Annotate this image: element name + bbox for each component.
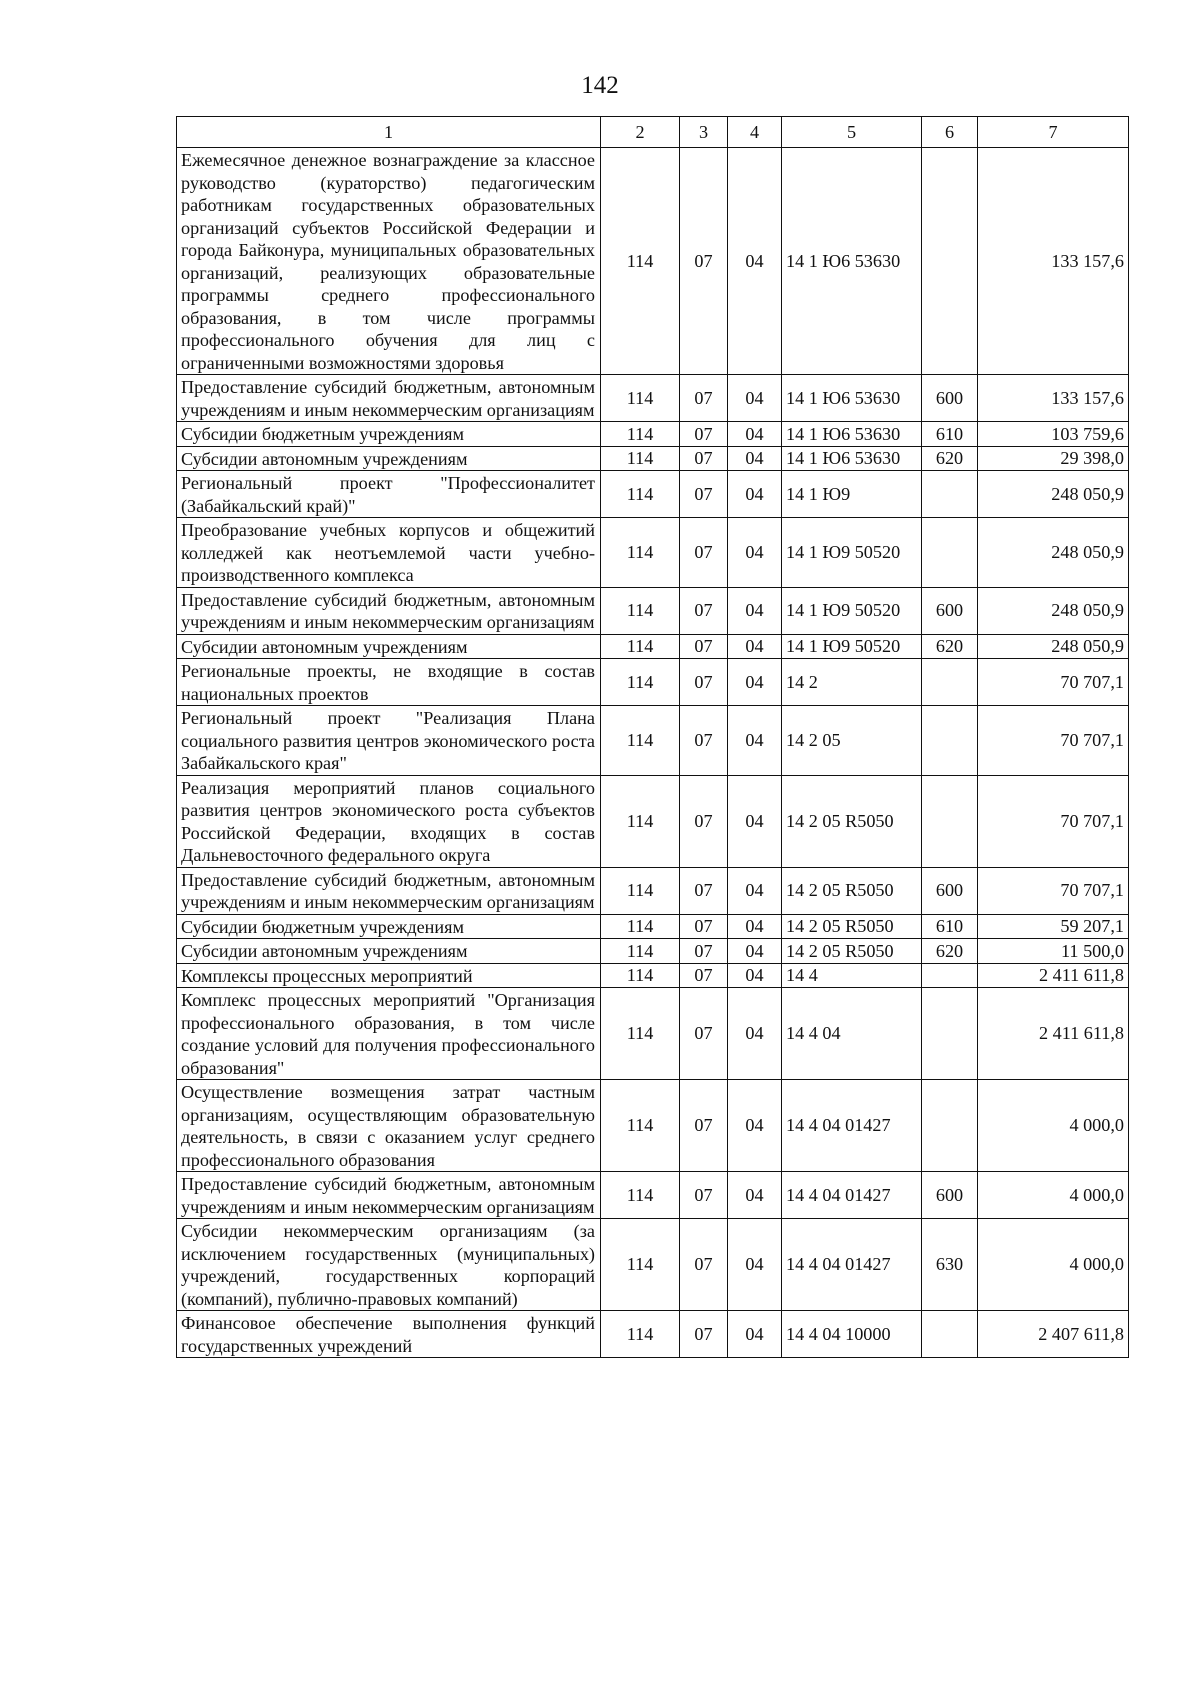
amount: 2 411 611,8 bbox=[978, 988, 1129, 1080]
target-article-code: 14 1 Ю9 50520 bbox=[782, 587, 922, 634]
table-row bbox=[177, 587, 1129, 634]
section-code: 07 bbox=[680, 963, 728, 988]
section-code: 07 bbox=[680, 1172, 728, 1219]
section-code: 07 bbox=[680, 148, 728, 375]
row-name: Региональные проекты, не входящие в состав национальных проектов bbox=[177, 659, 601, 706]
row-name: Субсидии бюджетным учреждениям bbox=[177, 914, 601, 939]
ministry-code: 114 bbox=[601, 1311, 680, 1358]
target-article-code: 14 4 04 01427 bbox=[782, 1219, 922, 1311]
expense-type-code: 630 bbox=[922, 1219, 978, 1311]
expense-type-code bbox=[922, 706, 978, 776]
target-article-code: 14 2 05 bbox=[782, 706, 922, 776]
expense-type-code bbox=[922, 659, 978, 706]
amount: 2 411 611,8 bbox=[978, 963, 1129, 988]
table-row bbox=[177, 1219, 1129, 1311]
ministry-code: 114 bbox=[601, 634, 680, 659]
row-name: Субсидии автономным учреждениям bbox=[177, 939, 601, 964]
section-code: 07 bbox=[680, 422, 728, 447]
row-name: Региональный проект "Реализация Плана социального развития центров экономического роста Забайкальского края" bbox=[177, 706, 601, 776]
amount: 4 000,0 bbox=[978, 1080, 1129, 1172]
expense-type-code: 610 bbox=[922, 914, 978, 939]
budget-table bbox=[176, 116, 1129, 1358]
expense-type-code bbox=[922, 988, 978, 1080]
header-cell: 5 bbox=[782, 117, 922, 148]
expense-type-code: 600 bbox=[922, 867, 978, 914]
target-article-code: 14 1 Ю6 53630 bbox=[782, 148, 922, 375]
target-article-code: 14 1 Ю9 50520 bbox=[782, 518, 922, 588]
subsection-code: 04 bbox=[728, 1311, 782, 1358]
subsection-code: 04 bbox=[728, 939, 782, 964]
amount: 248 050,9 bbox=[978, 587, 1129, 634]
section-code: 07 bbox=[680, 1080, 728, 1172]
row-name: Преобразование учебных корпусов и общежитий колледжей как неотъемлемой части учебно-производственного комплекса bbox=[177, 518, 601, 588]
row-name: Предоставление субсидий бюджетным, автономным учреждениям и иным некоммерческим организациям bbox=[177, 587, 601, 634]
section-code: 07 bbox=[680, 375, 728, 422]
row-name: Субсидии автономным учреждениям bbox=[177, 446, 601, 471]
subsection-code: 04 bbox=[728, 1219, 782, 1311]
table-row bbox=[177, 659, 1129, 706]
ministry-code: 114 bbox=[601, 375, 680, 422]
table-row bbox=[177, 375, 1129, 422]
target-article-code: 14 2 05 R5050 bbox=[782, 867, 922, 914]
section-code: 07 bbox=[680, 1219, 728, 1311]
row-name: Региональный проект "Профессионалитет (Забайкальский край)" bbox=[177, 471, 601, 518]
section-code: 07 bbox=[680, 587, 728, 634]
table-row bbox=[177, 1172, 1129, 1219]
target-article-code: 14 4 04 01427 bbox=[782, 1172, 922, 1219]
table-row bbox=[177, 422, 1129, 447]
ministry-code: 114 bbox=[601, 988, 680, 1080]
amount: 103 759,6 bbox=[978, 422, 1129, 447]
ministry-code: 114 bbox=[601, 471, 680, 518]
target-article-code: 14 1 Ю9 bbox=[782, 471, 922, 518]
subsection-code: 04 bbox=[728, 1172, 782, 1219]
expense-type-code: 620 bbox=[922, 634, 978, 659]
table-row bbox=[177, 988, 1129, 1080]
section-code: 07 bbox=[680, 988, 728, 1080]
page-number: 142 bbox=[581, 72, 619, 99]
subsection-code: 04 bbox=[728, 446, 782, 471]
amount: 4 000,0 bbox=[978, 1219, 1129, 1311]
ministry-code: 114 bbox=[601, 148, 680, 375]
ministry-code: 114 bbox=[601, 914, 680, 939]
target-article-code: 14 1 Ю6 53630 bbox=[782, 422, 922, 447]
expense-type-code bbox=[922, 1080, 978, 1172]
amount: 248 050,9 bbox=[978, 518, 1129, 588]
amount: 70 707,1 bbox=[978, 659, 1129, 706]
header-row bbox=[177, 117, 1129, 148]
ministry-code: 114 bbox=[601, 1172, 680, 1219]
subsection-code: 04 bbox=[728, 1080, 782, 1172]
expense-type-code bbox=[922, 471, 978, 518]
amount: 70 707,1 bbox=[978, 706, 1129, 776]
table-row bbox=[177, 446, 1129, 471]
row-name: Осуществление возмещения затрат частным организациям, осуществляющим образовательную деятельность, в связи с оказанием услуг среднего профессионального образования bbox=[177, 1080, 601, 1172]
subsection-code: 04 bbox=[728, 587, 782, 634]
target-article-code: 14 1 Ю6 53630 bbox=[782, 375, 922, 422]
target-article-code: 14 4 04 bbox=[782, 988, 922, 1080]
section-code: 07 bbox=[680, 939, 728, 964]
subsection-code: 04 bbox=[728, 775, 782, 867]
header-cell: 4 bbox=[728, 117, 782, 148]
table-row bbox=[177, 775, 1129, 867]
row-name: Комплекс процессных мероприятий "Организация профессионального образования, в том числе создание условий для получения профессионального образования" bbox=[177, 988, 601, 1080]
target-article-code: 14 4 04 10000 bbox=[782, 1311, 922, 1358]
row-name: Финансовое обеспечение выполнения функций государственных учреждений bbox=[177, 1311, 601, 1358]
subsection-code: 04 bbox=[728, 471, 782, 518]
expense-type-code bbox=[922, 963, 978, 988]
target-article-code: 14 2 05 R5050 bbox=[782, 914, 922, 939]
header-cell: 7 bbox=[978, 117, 1129, 148]
table-row bbox=[177, 1080, 1129, 1172]
expense-type-code: 610 bbox=[922, 422, 978, 447]
section-code: 07 bbox=[680, 659, 728, 706]
section-code: 07 bbox=[680, 775, 728, 867]
section-code: 07 bbox=[680, 706, 728, 776]
ministry-code: 114 bbox=[601, 446, 680, 471]
section-code: 07 bbox=[680, 634, 728, 659]
amount: 70 707,1 bbox=[978, 867, 1129, 914]
table-row bbox=[177, 939, 1129, 964]
section-code: 07 bbox=[680, 518, 728, 588]
expense-type-code bbox=[922, 148, 978, 375]
subsection-code: 04 bbox=[728, 518, 782, 588]
table-row bbox=[177, 914, 1129, 939]
header-cell: 2 bbox=[601, 117, 680, 148]
amount: 133 157,6 bbox=[978, 148, 1129, 375]
subsection-code: 04 bbox=[728, 659, 782, 706]
subsection-code: 04 bbox=[728, 867, 782, 914]
subsection-code: 04 bbox=[728, 375, 782, 422]
section-code: 07 bbox=[680, 1311, 728, 1358]
ministry-code: 114 bbox=[601, 1219, 680, 1311]
subsection-code: 04 bbox=[728, 914, 782, 939]
row-name: Субсидии бюджетным учреждениям bbox=[177, 422, 601, 447]
row-name: Реализация мероприятий планов социального развития центров экономического роста субъектов Российской Федерации, входящих в состав Дальневосточного федерального округа bbox=[177, 775, 601, 867]
amount: 133 157,6 bbox=[978, 375, 1129, 422]
target-article-code: 14 2 05 R5050 bbox=[782, 775, 922, 867]
header-cell: 1 bbox=[177, 117, 601, 148]
subsection-code: 04 bbox=[728, 988, 782, 1080]
header-cell: 3 bbox=[680, 117, 728, 148]
amount: 248 050,9 bbox=[978, 634, 1129, 659]
subsection-code: 04 bbox=[728, 963, 782, 988]
target-article-code: 14 2 bbox=[782, 659, 922, 706]
table-row bbox=[177, 963, 1129, 988]
ministry-code: 114 bbox=[601, 775, 680, 867]
subsection-code: 04 bbox=[728, 634, 782, 659]
amount: 59 207,1 bbox=[978, 914, 1129, 939]
table-row bbox=[177, 471, 1129, 518]
table-row bbox=[177, 706, 1129, 776]
table-row bbox=[177, 1311, 1129, 1358]
ministry-code: 114 bbox=[601, 963, 680, 988]
section-code: 07 bbox=[680, 446, 728, 471]
expense-type-code bbox=[922, 518, 978, 588]
subsection-code: 04 bbox=[728, 148, 782, 375]
target-article-code: 14 1 Ю9 50520 bbox=[782, 634, 922, 659]
expense-type-code bbox=[922, 775, 978, 867]
expense-type-code: 600 bbox=[922, 1172, 978, 1219]
table-row bbox=[177, 148, 1129, 375]
ministry-code: 114 bbox=[601, 867, 680, 914]
target-article-code: 14 1 Ю6 53630 bbox=[782, 446, 922, 471]
subsection-code: 04 bbox=[728, 422, 782, 447]
target-article-code: 14 4 bbox=[782, 963, 922, 988]
row-name: Субсидии автономным учреждениям bbox=[177, 634, 601, 659]
section-code: 07 bbox=[680, 914, 728, 939]
amount: 248 050,9 bbox=[978, 471, 1129, 518]
amount: 29 398,0 bbox=[978, 446, 1129, 471]
ministry-code: 114 bbox=[601, 706, 680, 776]
expense-type-code: 600 bbox=[922, 375, 978, 422]
subsection-code: 04 bbox=[728, 706, 782, 776]
ministry-code: 114 bbox=[601, 1080, 680, 1172]
row-name: Комплексы процессных мероприятий bbox=[177, 963, 601, 988]
header-cell: 6 bbox=[922, 117, 978, 148]
amount: 70 707,1 bbox=[978, 775, 1129, 867]
table-body bbox=[177, 148, 1129, 1358]
table-row bbox=[177, 867, 1129, 914]
target-article-code: 14 4 04 01427 bbox=[782, 1080, 922, 1172]
ministry-code: 114 bbox=[601, 587, 680, 634]
expense-type-code: 620 bbox=[922, 939, 978, 964]
row-name: Ежемесячное денежное вознаграждение за классное руководство (кураторство) педагогическим работникам государственных образовательных организаций субъектов Российской Федерации и города Байконура, муниципальных образовательных организаций, реализующих образовательные программы среднего профессионального образования, в том числе программы профессионального обучения для лиц с ограниченными возможностями здоровья bbox=[177, 148, 601, 375]
table-row bbox=[177, 518, 1129, 588]
amount: 2 407 611,8 bbox=[978, 1311, 1129, 1358]
expense-type-code: 600 bbox=[922, 587, 978, 634]
section-code: 07 bbox=[680, 867, 728, 914]
ministry-code: 114 bbox=[601, 939, 680, 964]
section-code: 07 bbox=[680, 471, 728, 518]
ministry-code: 114 bbox=[601, 422, 680, 447]
row-name: Предоставление субсидий бюджетным, автономным учреждениям и иным некоммерческим организациям bbox=[177, 1172, 601, 1219]
table-row bbox=[177, 634, 1129, 659]
target-article-code: 14 2 05 R5050 bbox=[782, 939, 922, 964]
row-name: Субсидии некоммерческим организациям (за исключением государственных (муниципальных) учреждений, государственных корпораций (компаний), публично-правовых компаний) bbox=[177, 1219, 601, 1311]
row-name: Предоставление субсидий бюджетным, автономным учреждениям и иным некоммерческим организациям bbox=[177, 375, 601, 422]
ministry-code: 114 bbox=[601, 518, 680, 588]
row-name: Предоставление субсидий бюджетным, автономным учреждениям и иным некоммерческим организациям bbox=[177, 867, 601, 914]
expense-type-code bbox=[922, 1311, 978, 1358]
amount: 4 000,0 bbox=[978, 1172, 1129, 1219]
expense-type-code: 620 bbox=[922, 446, 978, 471]
ministry-code: 114 bbox=[601, 659, 680, 706]
amount: 11 500,0 bbox=[978, 939, 1129, 964]
